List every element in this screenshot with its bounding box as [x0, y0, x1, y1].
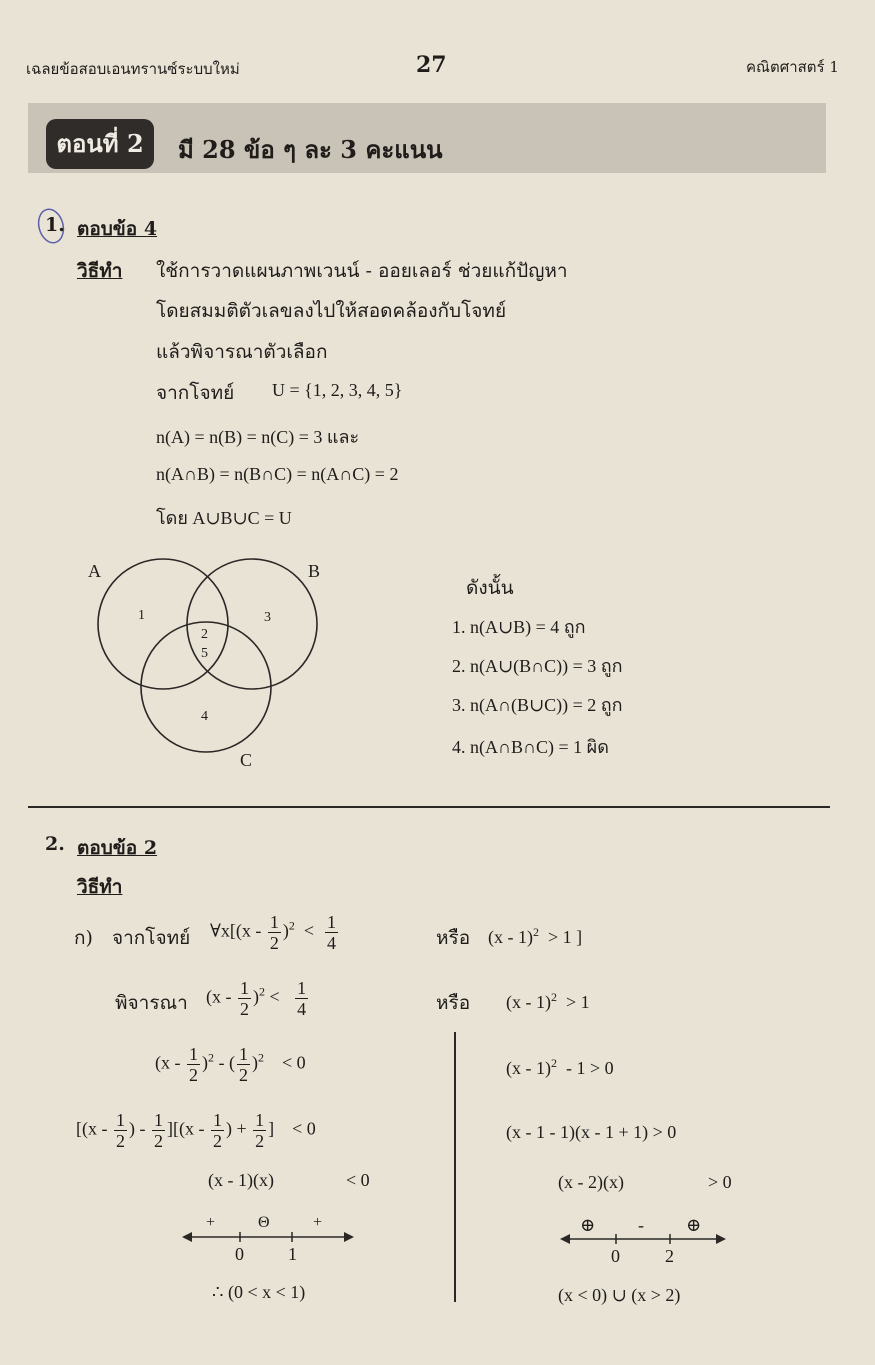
q2-method-label: วิธีทำ — [77, 876, 123, 898]
q2-right-step-3: (x - 2)(x) — [558, 1172, 624, 1192]
q2-right-result: (x < 0) ∪ (x > 2) — [558, 1285, 681, 1305]
q1-line-1: ใช้การวาดแผนภาพเวนน์ - ออยเลอร์ ช่วยแก้ปัญหา — [156, 260, 568, 282]
venn-region-4: 4 — [201, 709, 208, 724]
q2-left-step-1: (x - $\frac{1}{2}$ )$^2$ - ( $\frac{1}{2}$ )$^2$ < 0 — [155, 1044, 306, 1085]
q1-line-3: แล้วพิจารณาตัวเลือก — [156, 341, 328, 363]
q2-consider-label: พิจารณา — [115, 992, 188, 1014]
q2-consider-left: (x - $\frac{1}{2}$ )$^2$ < $\frac{1}{4}$ — [206, 978, 307, 1019]
q1-universe: U = {1, 2, 3, 4, 5} — [272, 380, 403, 400]
q2-or-1: หรือ — [436, 927, 471, 949]
q2-left-step-3-tail: < 0 — [346, 1170, 370, 1190]
left-sign-1: + — [206, 1214, 216, 1231]
q2-part-label: ก) — [74, 927, 93, 949]
q2-given-label: จากโจทย์ — [112, 927, 191, 949]
q1-eq-1: n(A) = n(B) = n(C) = 3 และ — [156, 427, 360, 447]
left-tick-0: 0 — [235, 1244, 244, 1264]
venn-label-c: C — [240, 750, 253, 770]
venn-label-b: B — [308, 561, 321, 581]
q2-number: 2. — [45, 833, 65, 855]
q1-option-1: 1. n(A∪B) = 4 ถูก — [452, 617, 586, 637]
section-badge: ตอนที่ 2 — [46, 119, 154, 169]
q2-right-step-2: (x - 1 - 1)(x - 1 + 1) > 0 — [506, 1122, 677, 1142]
left-sign-2: Θ — [258, 1214, 270, 1231]
q1-method-label: วิธีทำ — [77, 260, 123, 282]
q2-given-left: ∀x[(x - $\frac{1}{2}$ )$^2$ < $\frac{1}{4}$ — [210, 912, 337, 953]
section-title: มี 28 ข้อ ๆ ละ 3 คะแนน — [178, 135, 443, 164]
q1-number: 1. — [45, 214, 65, 236]
q2-or-2: หรือ — [436, 992, 471, 1014]
q1-option-3: 3. n(A∩(B∪C)) = 2 ถูก — [452, 695, 623, 715]
right-sign-1: ⊕ — [580, 1215, 596, 1235]
q1-given-label: จากโจทย์ — [156, 382, 235, 404]
running-header-left: เฉลยข้อสอบเอนทรานซ์ระบบใหม่ — [26, 60, 240, 78]
right-sign-3: ⊕ — [686, 1215, 702, 1235]
right-sign-2: - — [638, 1215, 644, 1235]
left-tick-1: 1 — [288, 1244, 297, 1264]
q2-given-right: (x - 1)$^2$ > 1 ] — [488, 925, 583, 947]
q1-option-2: 2. n(A∪(B∩C)) = 3 ถูก — [452, 656, 623, 676]
venn-label-a: A — [88, 561, 101, 581]
q1-eq-2: n(A∩B) = n(B∩C) = n(A∩C) = 2 — [156, 464, 399, 484]
q2-answer: ตอบข้อ 2 — [77, 837, 158, 859]
q2-right-step-3-tail: > 0 — [708, 1172, 732, 1192]
q1-answer: ตอบข้อ 4 — [77, 218, 158, 240]
q1-option-4: 4. n(A∩B∩C) = 1 ผิด — [452, 737, 609, 757]
right-tick-0: 0 — [611, 1246, 620, 1266]
q2-consider-right: (x - 1)$^2$ > 1 — [506, 990, 590, 1012]
right-tick-2: 2 — [665, 1246, 674, 1266]
q1-therefore: ดังนั้น — [466, 577, 514, 599]
page-number: 27 — [416, 52, 447, 78]
venn-region-5: 5 — [201, 646, 208, 661]
q1-eq-3: โดย A∪B∪C = U — [156, 508, 292, 528]
venn-region-1: 1 — [138, 608, 145, 623]
venn-region-2: 2 — [201, 627, 208, 642]
q2-left-step-3: (x - 1)(x) — [208, 1170, 274, 1190]
venn-region-3: 3 — [264, 610, 271, 625]
q2-left-step-2: [(x - $\frac{1}{2}$ ) - $\frac{1}{2}$ ][(x - $\frac{1}{2}$ ) + $\frac{1}{2}$ ] < 0 — [76, 1110, 316, 1151]
running-header-right: คณิตศาสตร์ 1 — [746, 58, 839, 76]
q2-left-result: ∴ (0 < x < 1) — [212, 1282, 306, 1302]
q2-right-step-1: (x - 1)$^2$ - 1 > 0 — [506, 1056, 614, 1078]
q1-line-2: โดยสมมติตัวเลขลงไปให้สอดคล้องกับโจทย์ — [156, 300, 507, 322]
left-number-line — [182, 1232, 354, 1242]
left-sign-3: + — [313, 1214, 323, 1231]
